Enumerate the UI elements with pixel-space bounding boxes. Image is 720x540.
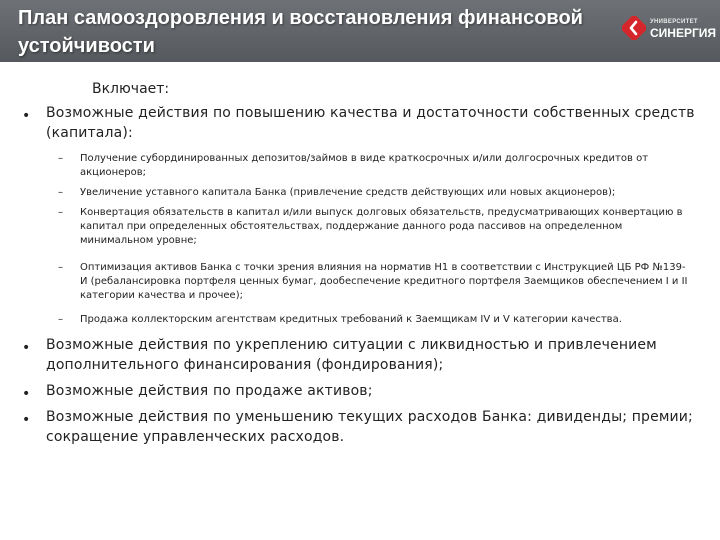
dash-icon: –: [58, 314, 63, 325]
synergy-logo: [622, 16, 717, 42]
dash-icon: –: [58, 207, 63, 218]
subitem-subordinated-loans: Получение субординированных депозитов/займов в виде краткосрочных и/или долгосрочных кредитов от акционеров;: [80, 153, 649, 178]
subitem-debt-sale: Продажа коллекторским агентствам кредитных требований к Заемщикам IV и V категории качества.: [80, 314, 622, 325]
logo-synergy-text: СИНЕРГИЯ: [650, 26, 717, 40]
header-bar: [0, 0, 720, 62]
synergy-logo-icon: [622, 16, 646, 40]
logo-university-text: УНИВЕРСИТЕТ: [650, 19, 698, 25]
bullet-icon: •: [22, 412, 31, 428]
bullet-item-capital: Возможные действия по повышению качества и достаточности собственных средств (капитала):: [46, 105, 695, 141]
subitem-conversion: Конвертация обязательств в капитал и/или выпуск долговых обязательств, предусматривающих конвертацию в капитал при определенных обстоятельствах, поддержание данного рода пассивов на определенном минимальном уровне;: [80, 207, 683, 246]
bullet-item-asset-sale: Возможные действия по продаже активов;: [46, 383, 373, 399]
bullet-item-liquidity: Возможные действия по укреплению ситуации с ликвидностью и привлечением дополнительного финансирования (фондирования);: [46, 337, 657, 373]
bullet-icon: •: [22, 340, 31, 356]
bullet-icon: •: [22, 386, 31, 402]
bullet-item-expenses: Возможные действия по уменьшению текущих расходов Банка: дивиденды; премии; сокращение управленческих расходов.: [46, 409, 693, 445]
bullet-icon: •: [22, 108, 31, 124]
subitem-asset-optimization: Оптимизация активов Банка с точки зрения влияния на норматив Н1 в соответствии с Инструкцией ЦБ РФ №139-И (ребалансировка портфеля ценных бумаг, дообеспечение кредитного портфеля Заемщиков обеспечением I и II категории качества и прочее);: [80, 262, 688, 301]
dash-icon: –: [58, 262, 63, 273]
subitem-capital-increase: Увеличение уставного капитала Банка (привлечение средств действующих или новых акционеров);: [80, 187, 616, 198]
page-title: План самооздоровления и восстановления финансовой устойчивости: [18, 7, 583, 57]
dash-icon: –: [58, 153, 63, 164]
dash-icon: –: [58, 187, 63, 198]
intro-text: Включает:: [92, 81, 170, 97]
